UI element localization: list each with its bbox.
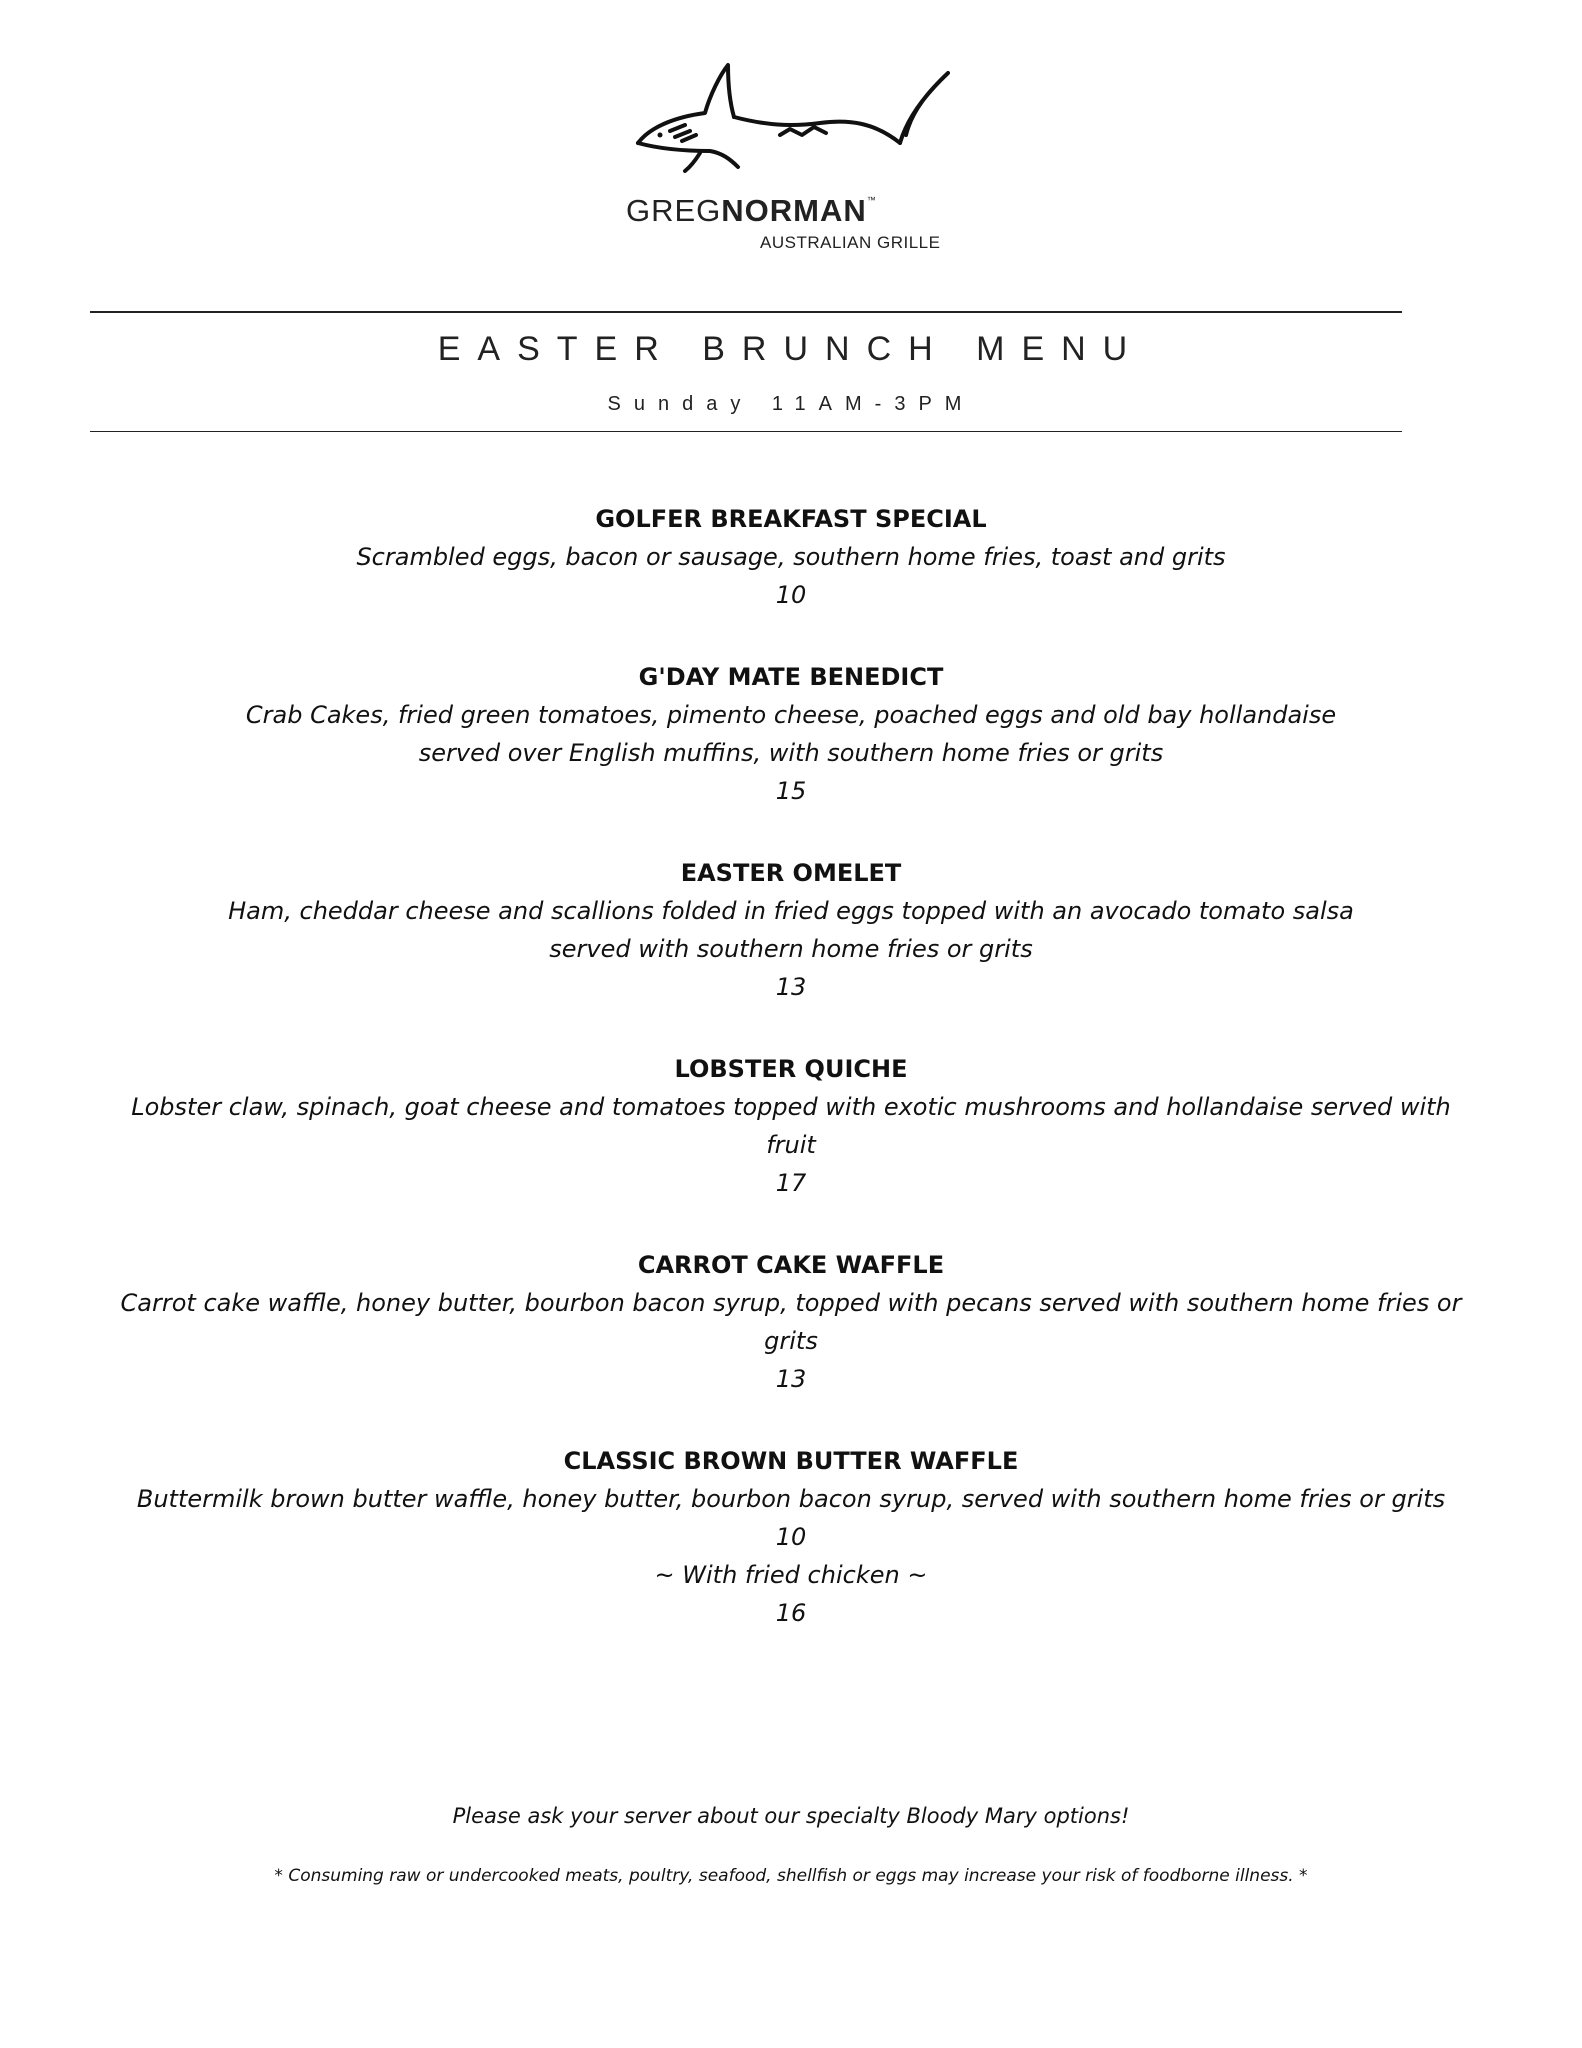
item-addon: ~ With fried chicken ~ <box>654 1561 928 1589</box>
item-price: 13 <box>775 973 807 1001</box>
menu-item <box>90 500 1492 614</box>
item-price: 10 <box>775 581 807 609</box>
item-name: G'DAY MATE BENEDICT <box>638 663 944 691</box>
menu-item <box>90 854 1492 1006</box>
item-price: 17 <box>775 1169 807 1197</box>
item-description: fruit <box>766 1131 816 1159</box>
item-description: Scrambled eggs, bacon or sausage, southern home fries, toast and grits <box>356 543 1226 571</box>
menu-item <box>90 658 1492 810</box>
brand-name-light: GREG <box>626 193 722 228</box>
item-description: Buttermilk brown butter waffle, honey butter, bourbon bacon syrup, served with southern home fries or grits <box>136 1485 1446 1513</box>
item-name: GOLFER BREAKFAST SPECIAL <box>595 505 987 533</box>
item-description: Ham, cheddar cheese and scallions folded in fried eggs topped with an avocado tomato salsa <box>228 897 1354 925</box>
brand-name-bold: NORMAN <box>721 193 867 228</box>
item-description: grits <box>764 1327 818 1355</box>
menu-hours: Sunday 11AM-3PM <box>607 393 975 415</box>
top-divider <box>90 311 1402 313</box>
restaurant-logo <box>600 55 980 255</box>
item-price: 13 <box>775 1365 807 1393</box>
bloody-mary-note: Please ask your server about our specialty Bloody Mary options! <box>452 1804 1130 1828</box>
item-description: Carrot cake waffle, honey butter, bourbon bacon syrup, topped with pecans served with southern home fries or <box>120 1289 1462 1317</box>
bottom-divider <box>90 431 1402 432</box>
item-addon-price: 16 <box>775 1599 807 1627</box>
menu-items <box>90 500 1492 1676</box>
food-safety-disclaimer: * Consuming raw or undercooked meats, poultry, seafood, shellfish or eggs may increase your risk of foodborne illness. * <box>274 1866 1308 1886</box>
item-description: served over English muffins, with southern home fries or grits <box>418 739 1164 767</box>
item-price: 15 <box>775 777 807 805</box>
shark-icon <box>630 55 950 175</box>
menu-item <box>90 1050 1492 1202</box>
item-description: served with southern home fries or grits <box>549 935 1033 963</box>
item-name: EASTER OMELET <box>680 859 902 887</box>
menu-item <box>90 1246 1492 1398</box>
item-description: Lobster claw, spinach, goat cheese and tomatoes topped with exotic mushrooms and hollandaise served with <box>131 1093 1451 1121</box>
trademark-symbol: ™ <box>866 195 877 205</box>
menu-title: EASTER BRUNCH MENU <box>437 330 1145 368</box>
item-price: 10 <box>775 1523 807 1551</box>
item-name: CLASSIC BROWN BUTTER WAFFLE <box>563 1447 1019 1475</box>
brand-subtitle: AUSTRALIAN GRILLE <box>760 233 941 252</box>
brand-name <box>626 193 877 229</box>
item-description: Crab Cakes, fried green tomatoes, pimento cheese, poached eggs and old bay hollandaise <box>245 701 1337 729</box>
item-name: CARROT CAKE WAFFLE <box>637 1251 945 1279</box>
item-name: LOBSTER QUICHE <box>674 1055 908 1083</box>
menu-item <box>90 1442 1492 1632</box>
